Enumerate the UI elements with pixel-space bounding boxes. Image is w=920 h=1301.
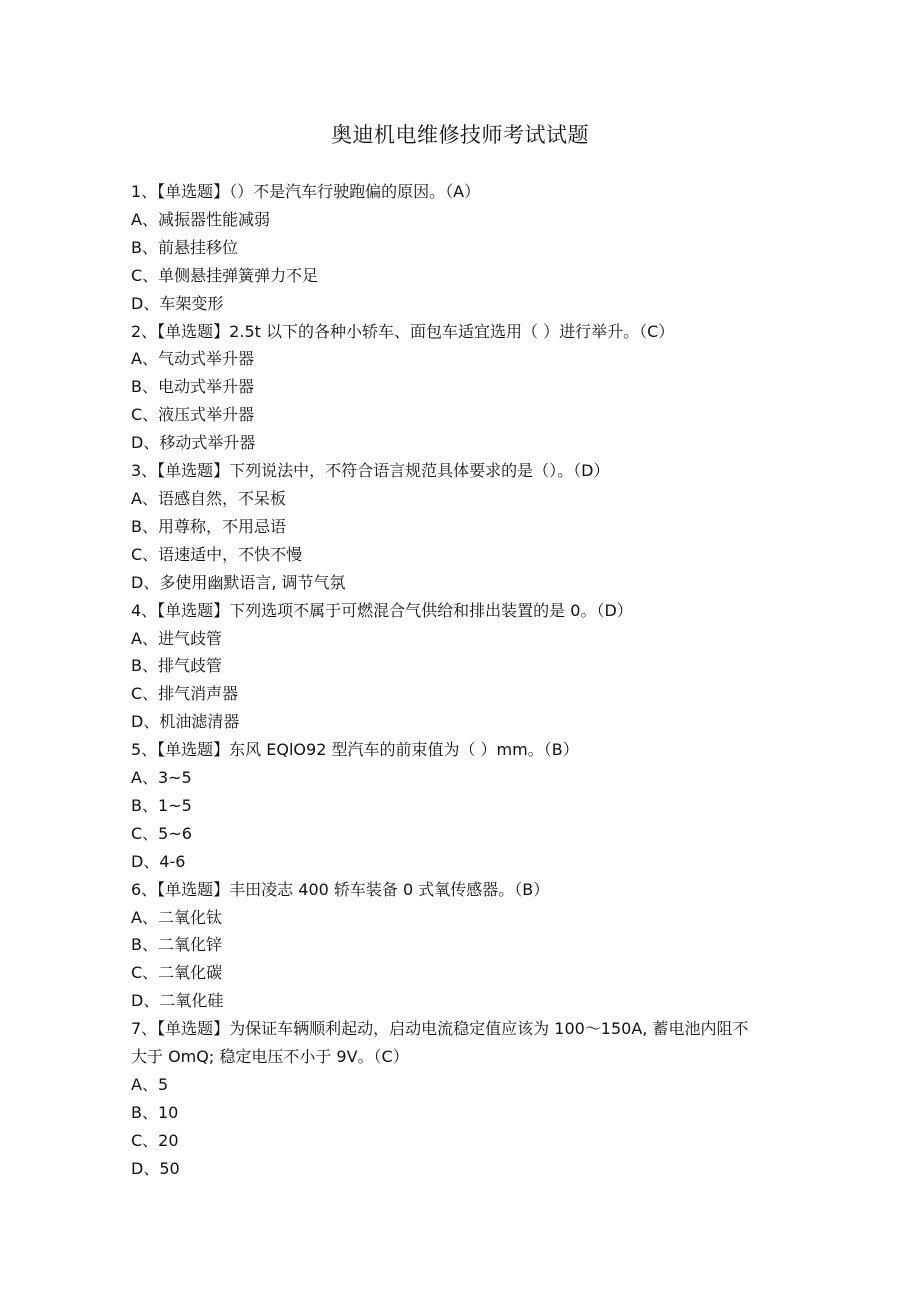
question-4: [131, 597, 796, 737]
option-b: B、前悬挂移位: [131, 237, 238, 257]
option-d: D、机油滤清器: [131, 712, 240, 732]
option-a: A、二氧化钛: [131, 907, 222, 927]
option-a: A、语感自然，不呆板: [131, 488, 286, 508]
option-b: B、10: [131, 1102, 179, 1122]
option-d: D、移动式举升器: [131, 433, 256, 453]
option-c: C、5~6: [131, 823, 192, 843]
option-a: A、减振器性能减弱: [131, 209, 270, 229]
option-d: D、50: [131, 1158, 180, 1178]
question-3: [131, 457, 796, 597]
option-b: B、用尊称，不用忌语: [131, 516, 286, 536]
question-6: [131, 876, 796, 1016]
option-c: C、20: [131, 1130, 179, 1150]
question-2: [131, 318, 796, 458]
question-text: 5、【单选题】东风 EQlO92 型汽车的前束值为（ ）mm。（B）: [131, 740, 579, 760]
option-a: A、3~5: [131, 768, 192, 788]
option-b: B、二氧化锌: [131, 935, 222, 955]
question-text-line-2: 大于 OmQ; 稳定电压不小于 9V。（C）: [131, 1047, 409, 1067]
option-a: A、进气歧管: [131, 628, 222, 648]
option-c: C、单侧悬挂弹簧弹力不足: [131, 265, 319, 285]
option-d: D、4-6: [131, 851, 186, 871]
option-b: B、1~5: [131, 795, 192, 815]
question-text: 6、【单选题】丰田凌志 400 轿车装备 0 式氧传感器。（B）: [131, 879, 550, 899]
question-7: [131, 1015, 796, 1182]
option-d: D、多使用幽默语言, 调节气氛: [131, 572, 346, 592]
question-list: [131, 178, 796, 1183]
option-d: D、二氧化硅: [131, 991, 224, 1011]
option-c: C、二氧化碳: [131, 963, 223, 983]
option-b: B、排气歧管: [131, 656, 222, 676]
question-5: [131, 736, 796, 876]
question-text: 4、【单选题】下列选项不属于可燃混合气供给和排出装置的是 0。（D）: [131, 600, 633, 620]
option-a: A、5: [131, 1075, 169, 1094]
option-a: A、气动式举升器: [131, 349, 254, 369]
question-1: [131, 178, 796, 318]
option-d: D、车架变形: [131, 293, 224, 313]
document-title: 奥迪机电维修技师考试试题: [331, 123, 589, 147]
option-c: C、语速适中，不快不慢: [131, 544, 303, 564]
option-b: B、电动式举升器: [131, 377, 254, 397]
option-c: C、排气消声器: [131, 684, 239, 704]
question-text: 2、【单选题】2.5t 以下的各种小轿车、面包车适宜选用（ ）进行举升。（C）: [131, 321, 675, 341]
question-text: 1、【单选题】（）不是汽车行驶跑偏的原因。（A）: [131, 182, 481, 201]
question-text: 3、【单选题】下列说法中，不符合语言规范具体要求的是（）。（D）: [131, 461, 610, 481]
option-c: C、液压式举升器: [131, 405, 255, 425]
question-text-line-1: 7、【单选题】为保证车辆顺利起动，启动电流稳定值应该为 100～150A, 蓄电池内阻不: [131, 1019, 749, 1039]
